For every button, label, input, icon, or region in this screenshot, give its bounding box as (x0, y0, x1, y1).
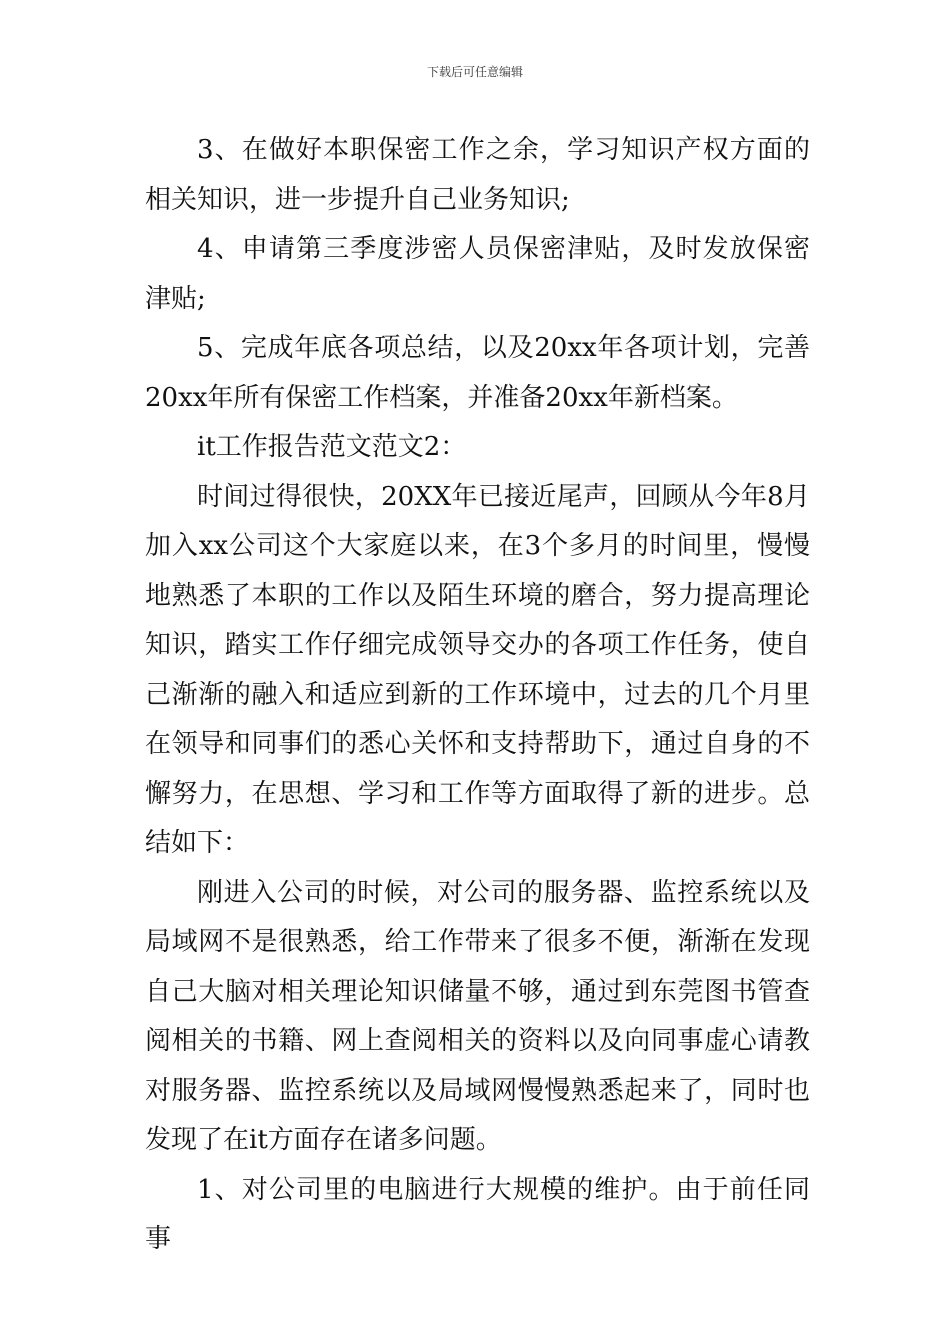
paragraph-intro: 时间过得很快，20XX年已接近尾声，回顾从今年8月加入xx公司这个大家庭以来，在3个多月的时间里，慢慢地熟悉了本职的工作以及陌生环境的磨合，努力提高理论知识，踏实工作仔细完成领导交办的各项工作任务，使自己渐渐的融入和适应到新的工作环境中，过去的几个月里在领导和同事们的悉心关怀和支持帮助下，通过自身的不懈努力，在思想、学习和工作等方面取得了新的进步。总结如下： (145, 481, 810, 858)
paragraph-item-5: 5、完成年底各项总结，以及20xx年各项计划，完善20xx年所有保密工作档案，并准备20xx年新档案。 (145, 333, 810, 413)
section-heading: it工作报告范文范文2： (197, 432, 467, 462)
document-body (145, 126, 810, 1265)
paragraph-background: 刚进入公司的时候，对公司的服务器、监控系统以及局域网不是很熟悉，给工作带来了很多不便，渐渐在发现自己大脑对相关理论知识储量不够，通过到东莞图书管查阅相关的书籍、网上查阅相关的资料以及向同事虚心请教对服务器、监控系统以及局域网慢慢熟悉起来了，同时也发现了在it方面存在诸多问题。 (145, 877, 810, 1155)
paragraph-item-3: 3、在做好本职保密工作之余，学习知识产权方面的相关知识，进一步提升自己业务知识; (145, 135, 810, 215)
page-header-note: 下载后可任意编辑 (426, 65, 523, 79)
paragraph-item-4: 4、申请第三季度涉密人员保密津贴，及时发放保密津贴; (145, 234, 810, 314)
paragraph-item-1: 1、对公司里的电脑进行大规模的维护。由于前任同事 (145, 1174, 810, 1254)
